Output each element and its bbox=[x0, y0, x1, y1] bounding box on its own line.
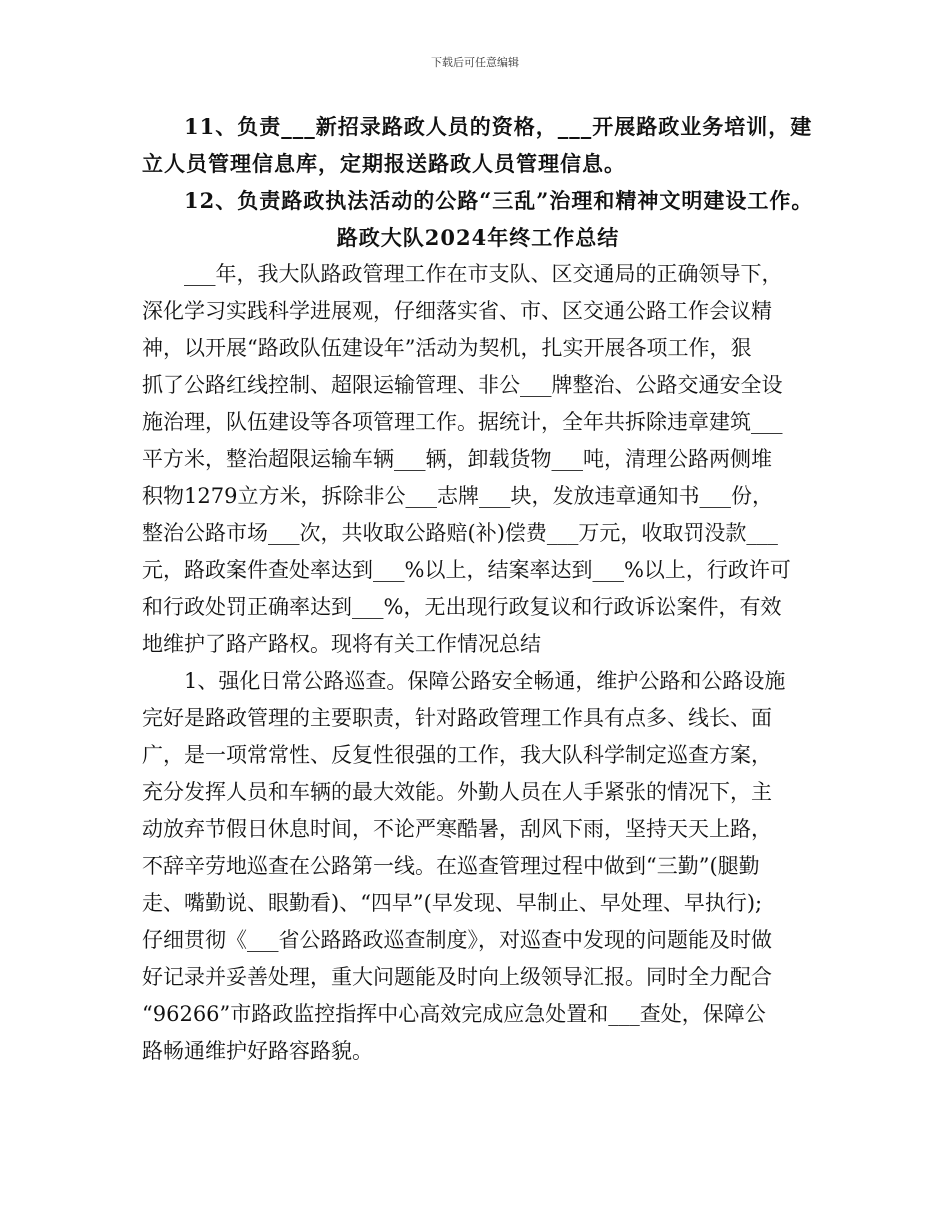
paragraph-line: 施治理，队伍建设等各项管理工作。据统计，全年共拆除违章建筑___ bbox=[142, 410, 783, 434]
paragraph-line: 好记录并妥善处理，重大问题能及时向上级领导汇报。同时全力配合 bbox=[142, 965, 772, 989]
duty-item-12: 12、负责路政执法活动的公路“三乱”治理和精神文明建设工作。 bbox=[184, 188, 814, 213]
paragraph-line: 路畅通维护好路容路貌。 bbox=[142, 1039, 373, 1063]
document-title: 路政大队2024年终工作总结 bbox=[336, 225, 620, 250]
paragraph-line: 平方米，整治超限运输车辆___辆，卸载货物___吨，清理公路两侧堆 bbox=[142, 447, 772, 471]
document-body bbox=[142, 108, 814, 1070]
paragraph-line: “96266”市路政监控指挥中心高效完成应急处置和___查处，保障公 bbox=[142, 1002, 766, 1026]
paragraph-line: 地维护了路产路权。现将有关工作情况总结 bbox=[142, 632, 541, 656]
paragraph-line: 元，路政案件查处率达到___%以上，结案率达到___%以上，行政许可 bbox=[142, 558, 791, 582]
paragraph-line: 深化学习实践科学进展观，仔细落实省、市、区交通公路工作会议精 bbox=[142, 299, 772, 323]
paragraph-line: ___年，我大队路政管理工作在市支队、区交通局的正确领导下， bbox=[184, 262, 783, 286]
paragraph-line: 和行政处罚正确率达到___%，无出现行政复议和行政诉讼案件，有效 bbox=[142, 595, 782, 619]
paragraph-line: 抓了公路红线控制、超限运输管理、非公___牌整治、公路交通安全设 bbox=[142, 373, 783, 397]
duty-list bbox=[142, 108, 814, 219]
paragraph-line: 充分发挥人员和车辆的最大效能。外勤人员在人手紧张的情况下，主 bbox=[142, 780, 772, 804]
paragraph-line: 广，是一项常常性、反复性很强的工作，我大队科学制定巡查方案， bbox=[142, 743, 772, 767]
patrol-paragraph bbox=[142, 663, 814, 1070]
paragraph-line: 积物1279立方米，拆除非公___志牌___块，发放违章通知书___份， bbox=[142, 484, 773, 508]
page-header: 下载后可任意编辑 bbox=[431, 56, 519, 69]
paragraph-line: 走、嘴勤说、眼勤看)、“四早”(早发现、早制止、早处理、早执行); bbox=[142, 891, 763, 915]
duty-item-11-line-1: 11、负责___新招录路政人员的资格，___开展路政业务培训，建 bbox=[184, 114, 813, 139]
paragraph-line: 完好是路政管理的主要职责，针对路政管理工作具有点多、线长、面 bbox=[142, 706, 772, 730]
paragraph-line: 动放弃节假日休息时间，不论严寒酷暑，刮风下雨，坚持天天上路， bbox=[142, 817, 772, 841]
duty-item-11-line-2: 立人员管理信息库，定期报送路政人员管理信息。 bbox=[142, 151, 626, 176]
paragraph-line: 仔细贯彻《___省公路路政巡查制度》，对巡查中发现的问题能及时做 bbox=[142, 928, 772, 952]
paragraph-line: 1、强化日常公路巡查。保障公路安全畅通，维护公路和公路设施 bbox=[184, 669, 786, 693]
paragraph-line: 不辞辛劳地巡查在公路第一线。在巡查管理过程中做到“三勤”(腿勤 bbox=[142, 854, 760, 878]
paragraph-line: 神，以开展“路政队伍建设年”活动为契机，扎实开展各项工作，狠 bbox=[142, 336, 752, 360]
paragraph-line: 整治公路市场___次，共收取公路赔(补)偿费___万元，收取罚没款___ bbox=[142, 521, 778, 545]
summary-paragraph bbox=[142, 256, 814, 663]
